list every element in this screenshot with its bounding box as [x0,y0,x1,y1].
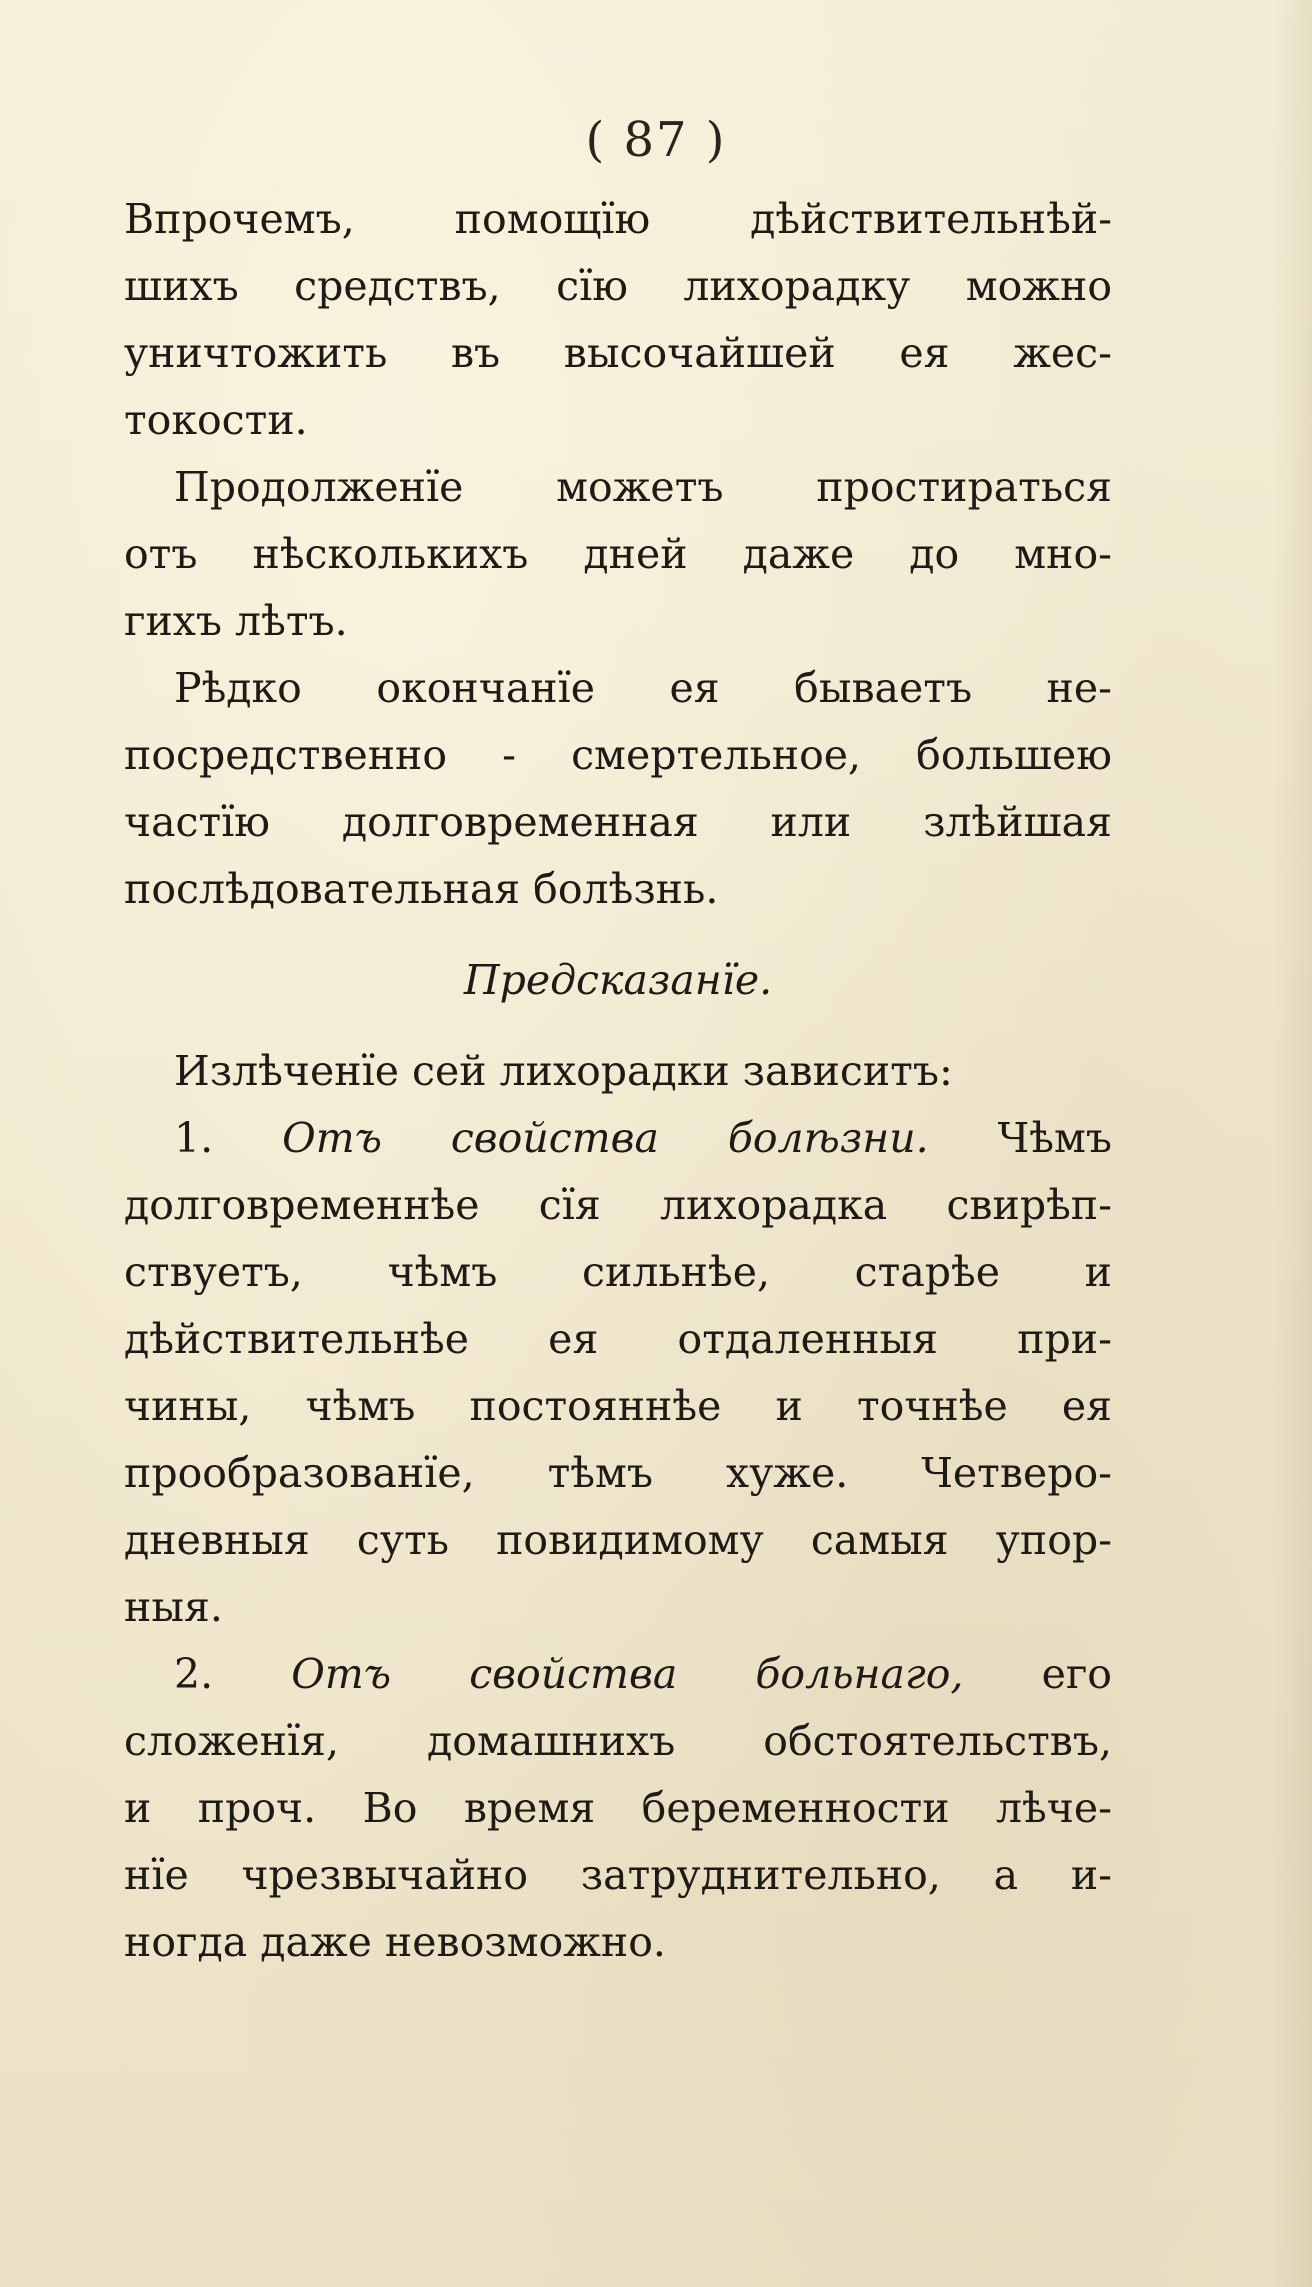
body-text [124,186,1112,1976]
section-heading: Предсказанїе. [463,956,773,1004]
text-line: токости. [124,396,308,444]
text-line: дѣйствительнѣе ея отдаленныя при- [124,1315,1112,1363]
paragraph-2 [124,454,1112,655]
text-line: Излѣченїе сей лихорадки зависитъ: [174,1047,953,1095]
page-number: ( 87 ) [585,112,727,168]
paragraph-1 [124,186,1112,454]
text-line: послѣдовательная болѣзнь. [124,865,719,913]
text-line: сложенїя, домашнихъ обстоятельствъ, [124,1717,1112,1765]
list-item-title: Отъ свойства больнаго, [291,1650,964,1698]
paragraph-4 [124,1038,1112,1105]
text-line: уничтожить въ высочайшей ея жес- [124,329,1112,377]
list-item-2 [124,1641,1112,1976]
list-item-first-line [124,1641,1112,1708]
text-line: чины, чѣмъ постояннѣе и точнѣе ея [124,1382,1112,1430]
text-line: гихъ лѣтъ. [124,597,348,645]
text-line: ствуетъ, чѣмъ сильнѣе, старѣе и [124,1248,1112,1296]
text-line: ногда даже невозможно. [124,1918,666,1966]
text-line: частїю долговременная или злѣйшая [124,798,1112,846]
list-item-number: 2. [174,1650,214,1698]
text-line: Впрочемъ, помощїю дѣйствительнѣй- [124,195,1112,243]
list-item-title: Отъ свойства болѣзни. [282,1114,929,1162]
text-line: долговременнѣе сїя лихорадка свирѣп- [124,1181,1112,1229]
text-line: ныя. [124,1583,223,1631]
text-line: посредственно - смертельное, большею [124,731,1112,779]
list-item-text: Чѣмъ [997,1114,1112,1162]
text-line: отъ нѣсколькихъ дней даже до мно- [124,530,1112,578]
page-edge-shadow [1272,0,1312,2287]
list-item-first-line [124,1105,1112,1172]
list-item-text: его [1041,1650,1112,1698]
text-line: Продолженїе можетъ простираться [174,463,1112,511]
text-line: шихъ средствъ, сїю лихорадку можно [124,262,1112,310]
text-line: прообразованїе, тѣмъ хуже. Четверо- [124,1449,1112,1497]
paragraph-3 [124,655,1112,923]
list-item-1 [124,1105,1112,1641]
text-line: нїе чрезвычайно затруднительно, а и- [124,1851,1112,1899]
text-line: Рѣдко окончанїе ея бываетъ не- [174,664,1112,712]
list-item-number: 1. [174,1114,214,1162]
text-line: и проч. Во время беременности лѣче- [124,1784,1112,1832]
text-line: дневныя суть повидимому самыя упор- [124,1516,1112,1564]
